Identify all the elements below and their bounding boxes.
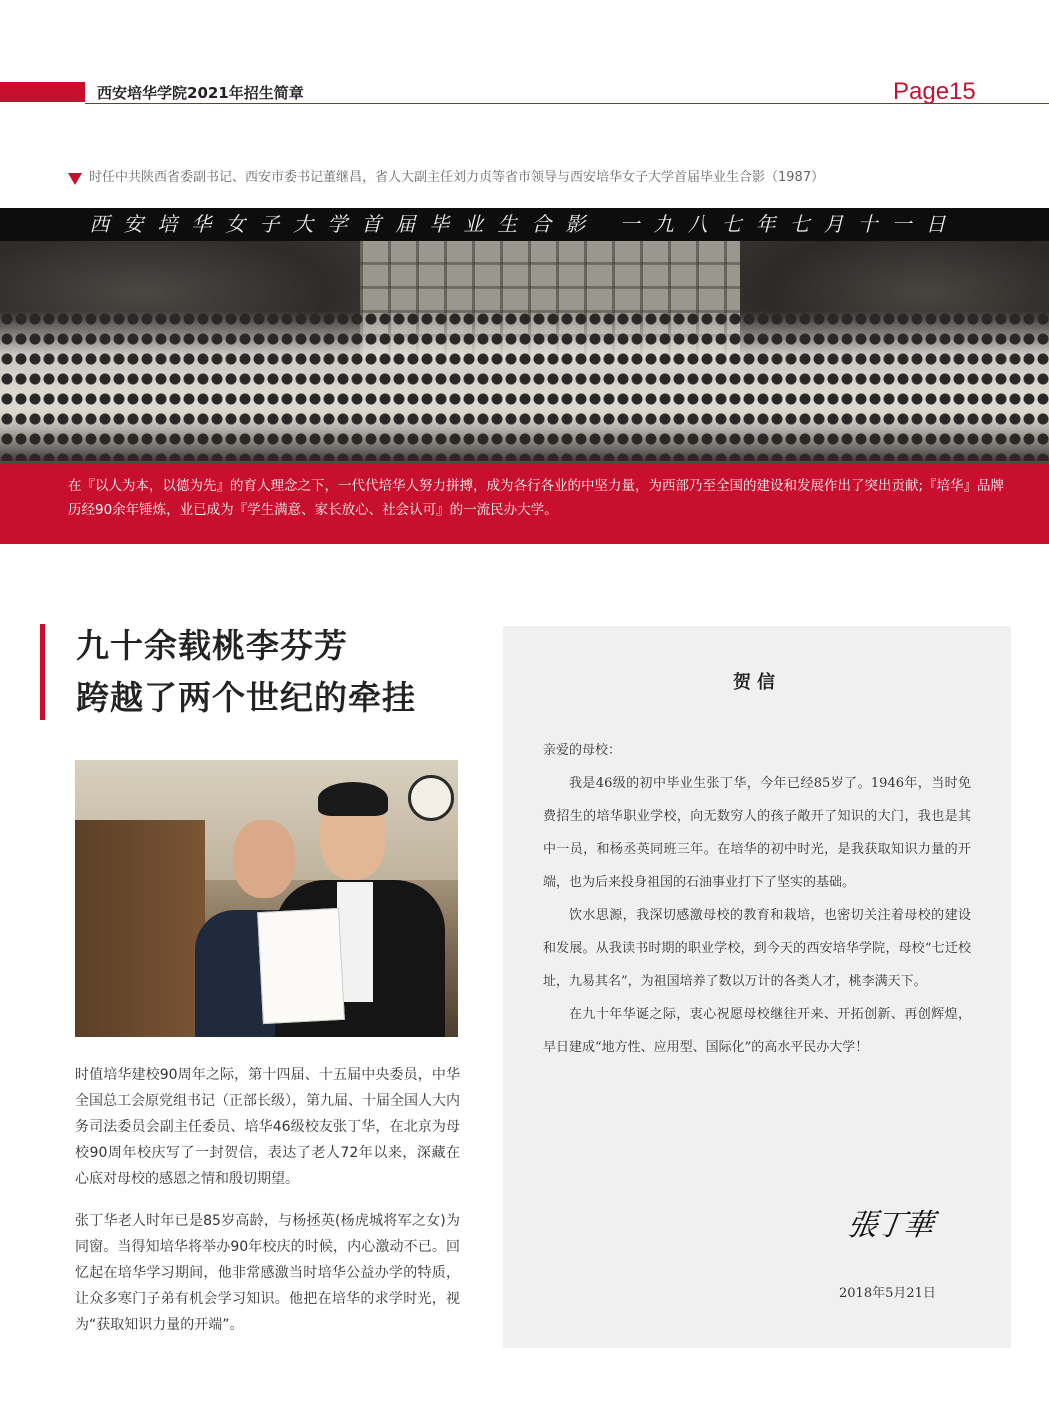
header-accent-bar bbox=[0, 82, 85, 102]
letter-paragraph-3: 在九十年华诞之际，衷心祝愿母校继往开来、开拓创新、再创辉煌，早日建成“地方性、应用型、国际化”的高水平民办大学！ bbox=[543, 1007, 971, 1055]
portrait-photo bbox=[75, 760, 458, 1037]
letter-paragraph-2: 饮水思源，我深切感激母校的教育和栽培，也密切关注着母校的建设和发展。从我读书时期的职业学校，到今天的西安培华学院，母校“七迁校址，九易其名”，为祖国培养了数以万计的各类人才，桃李满天下。 bbox=[543, 908, 971, 989]
photo-cabinet bbox=[75, 820, 205, 1037]
handwritten-signature: 張丁華 bbox=[845, 1208, 934, 1243]
photo-person-younger-hair bbox=[318, 782, 388, 816]
photo-letter-paper bbox=[257, 908, 345, 1024]
heading-accent-bar bbox=[40, 624, 45, 720]
group-photo bbox=[0, 241, 1049, 463]
letter-salutation: 亲爱的母校： bbox=[543, 743, 622, 758]
article-heading-line1: 九十余载桃李芬芳 bbox=[76, 626, 348, 665]
letter-title: 贺信 bbox=[733, 672, 781, 693]
article-heading-line2: 跨越了两个世纪的牵挂 bbox=[76, 678, 416, 717]
article-paragraph-1: 时值培华建校90周年之际，第十四届、十五届中央委员，中华全国总工会原党组书记（正部长级），第九届、十届全国人大内务司法委员会副主任委员、培华46级校友张丁华，在北京为母校90周年校庆写了一封贺信，表达了老人72年以来，深藏在心底对母校的感恩之情和殷切期望。 bbox=[75, 1067, 460, 1187]
header-title: 西安培华学院2021年招生简章 bbox=[97, 84, 304, 102]
photo-banner-text: 西安培华女子大学首届毕业生合影 一九八七年七月十一日 bbox=[89, 212, 960, 236]
letter-date: 2018年5月21日 bbox=[839, 1286, 936, 1301]
photo-crowd bbox=[0, 311, 1049, 461]
article-paragraph-2: 张丁华老人时年已是85岁高龄，与杨拯英(杨虎城将军之女)为同窗。当得知培华将举办90年校庆的时候，内心激动不已。回忆起在培华学习期间，他非常感激当时培华公益办学的特质，让众多寒门子弟有机会学习知识。他把在培华的求学时光，视为“获取知识力量的开端”。 bbox=[75, 1213, 460, 1333]
page-number: Page15 bbox=[893, 78, 976, 105]
letter-paragraph-1: 我是46级的初中毕业生张丁华，今年已经85岁了。1946年，当时免费招生的培华职业学校，向无数穷人的孩子敞开了知识的大门，我也是其中一员，和杨丞英同班三年。在培华的初中时光，是我获取知识力量的开端，也为后来投身祖国的石油事业打下了坚实的基础。 bbox=[543, 776, 971, 890]
band-text: 在『以人为本，以德为先』的育人理念之下，一代代培华人努力拼搏，成为各行各业的中坚力量，为西部乃至全国的建设和发展作出了突出贡献;『培华』品牌历经90余年锤炼，业已成为『学生满意、家长放心、社会认可』的一流民办大学。 bbox=[68, 478, 1005, 518]
photo-caption: 时任中共陕西省委副书记、西安市委书记董继昌，省人大副主任刘力贞等省市领导与西安培华女子大学首届毕业生合影（1987） bbox=[89, 170, 825, 185]
letter-body bbox=[543, 767, 971, 1064]
clock-icon bbox=[408, 775, 454, 821]
caption-triangle-icon bbox=[68, 173, 82, 185]
photo-person-elder-head bbox=[233, 820, 295, 898]
